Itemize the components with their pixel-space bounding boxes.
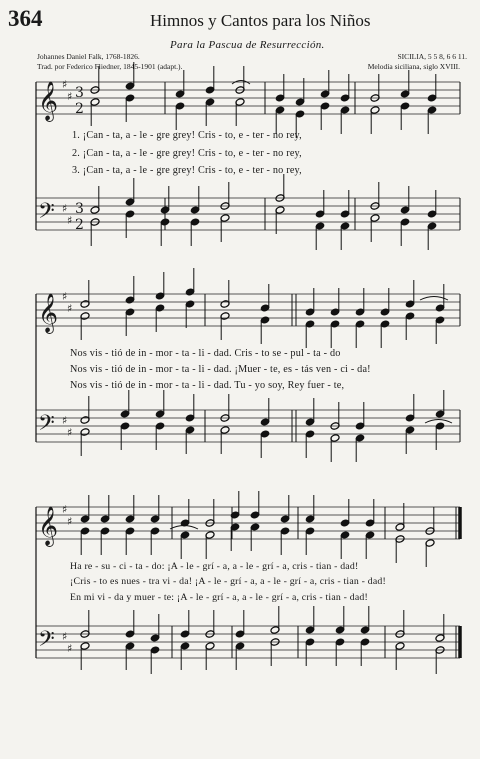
sharp-icon: ♯ [67,642,73,655]
sharp-icon: ♯ [67,302,73,315]
sharp-icon: ♯ [62,414,68,427]
hymn-number: 364 [8,6,43,31]
lyric-line: 2. ¡Can - ta, a - le - gre grey! Cris - to, e - ter - no rey, [72,148,302,159]
tune-credit: SICILIA, 5 5 8, 6 6 11. [397,52,467,61]
bass-clef: 𝄢 [38,627,55,657]
sharp-icon: ♯ [67,214,73,227]
bass-clef: 𝄢 [38,411,55,441]
melody-credit: Melodía siciliana, siglo XVIII. [367,62,460,71]
sharp-icon: ♯ [67,515,73,528]
lyric-line: Ha re - su - ci - ta - do: ¡A - le - grí - a, a - le - grí - a, cris - tian - dad! [70,561,359,572]
sharp-icon: ♯ [62,202,68,215]
sharp-icon: ♯ [62,78,68,91]
lyric-line: En mi vi - da y muer - te: ¡A - le - grí - a, a - le - grí - a, cris - tian - dad! [70,592,368,603]
sharp-icon: ♯ [62,290,68,303]
bass-clef: 𝄢 [38,199,55,229]
sharp-icon: ♯ [62,503,68,516]
time-signature: 3 [75,85,84,101]
sharp-icon: ♯ [62,630,68,643]
sharp-icon: ♯ [67,426,73,439]
treble-clef: 𝄞 [38,506,59,546]
sharp-icon: ♯ [67,90,73,103]
time-signature: 3 [75,201,84,217]
lyric-line: Nos vis - tió de in - mor - ta - li - dad. Cris - to se - pul - ta - do [70,348,341,359]
tie-slur [425,420,452,424]
lyric-line: Nos vis - tió de in - mor - ta - li - dad. ¡Muer - te, es - tás ven - ci - da! [70,364,371,375]
translator-credit: Trad. por Federico Fliedner, 1845-1901 (adapt.). [37,62,183,71]
time-signature: 2 [75,101,84,117]
treble-clef: 𝄞 [38,293,59,333]
time-signature: 2 [75,217,84,233]
lyric-line: ¡Cris - to es nues - tra vi - da! ¡A - le - grí - a, a - le - grí - a, cris - tian - dad! [70,576,386,587]
lyric-line: Nos vis - tió de in - mor - ta - li - dad. Tu - yo soy, Rey fuer - te, [70,380,345,391]
lyric-line: 1. ¡Can - ta, a - le - gre grey! Cris - to, e - ter - no rey, [72,130,302,141]
lyric-line: 3. ¡Can - ta, a - le - gre grey! Cris - to, e - ter - no rey, [72,165,302,176]
hymn-subtitle: Para la Pascua de Resurrección. [170,39,325,51]
author-credit: Johannes Daniel Falk, 1768-1826. [37,52,140,61]
page-title: Himnos y Cantos para los Niños [150,11,371,30]
treble-clef: 𝄞 [38,81,59,121]
